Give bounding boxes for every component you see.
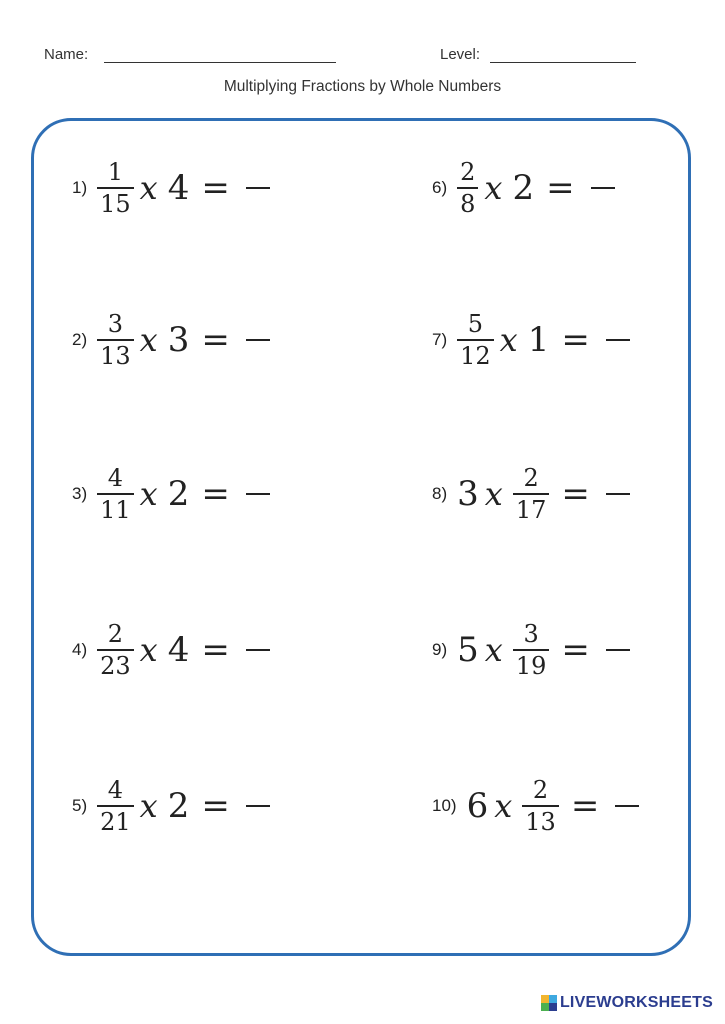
equals-symbol: =	[201, 320, 230, 360]
whole-number: 4	[167, 168, 190, 208]
numerator: 2	[523, 464, 539, 492]
problem-number: 8)	[432, 484, 448, 503]
times-symbol: x	[494, 787, 513, 825]
equals-symbol: =	[561, 320, 590, 360]
whole-number: 5	[457, 630, 479, 670]
fraction	[97, 466, 134, 522]
name-label: Name:	[44, 46, 89, 63]
problem-number: 10)	[432, 796, 457, 815]
whole-number: 3	[457, 474, 479, 514]
problem-3	[72, 466, 270, 522]
problem-1	[72, 160, 270, 216]
problem-7	[432, 312, 630, 368]
times-symbol: x	[139, 475, 158, 513]
equals-symbol: =	[201, 630, 230, 670]
problem-5	[72, 778, 270, 834]
answer-blank[interactable]	[246, 339, 270, 341]
answer-blank[interactable]	[615, 805, 639, 807]
problem-number: 4)	[72, 640, 88, 659]
answer-blank[interactable]	[606, 649, 630, 651]
whole-number: 2	[167, 474, 190, 514]
denominator: 21	[97, 805, 134, 834]
fraction	[97, 778, 134, 834]
times-symbol: x	[139, 169, 158, 207]
times-symbol: x	[484, 631, 503, 669]
times-symbol: x	[499, 321, 518, 359]
times-symbol: x	[139, 631, 158, 669]
fraction	[457, 160, 478, 216]
denominator: 13	[97, 339, 134, 368]
whole-number: 1	[527, 320, 550, 360]
equals-symbol: =	[546, 168, 575, 208]
problem-number: 6)	[432, 178, 448, 197]
fraction	[522, 778, 559, 834]
problem-2	[72, 312, 270, 368]
answer-blank[interactable]	[246, 805, 270, 807]
fraction	[97, 160, 134, 216]
liveworksheets-logo	[541, 994, 713, 1012]
fraction	[457, 312, 494, 368]
numerator: 2	[532, 776, 549, 804]
problem-number: 7)	[432, 330, 448, 349]
problem-number: 1)	[72, 178, 88, 197]
numerator: 2	[460, 158, 476, 186]
denominator: 8	[457, 187, 478, 216]
denominator: 17	[513, 493, 550, 522]
name-field[interactable]	[104, 62, 336, 63]
problem-9	[432, 622, 630, 678]
answer-blank[interactable]	[591, 187, 615, 189]
problem-number: 3)	[72, 484, 88, 503]
numerator: 3	[523, 620, 539, 648]
times-symbol: x	[139, 787, 158, 825]
fraction	[97, 312, 134, 368]
logo-icon	[541, 995, 557, 1011]
denominator: 12	[457, 339, 494, 368]
numerator: 1	[107, 158, 124, 186]
answer-blank[interactable]	[606, 493, 630, 495]
level-field[interactable]	[490, 62, 636, 63]
numerator: 4	[107, 464, 124, 492]
numerator: 3	[107, 310, 124, 338]
fraction	[513, 622, 550, 678]
denominator: 19	[513, 649, 550, 678]
problem-6	[432, 160, 615, 216]
problem-8	[432, 466, 630, 522]
whole-number: 3	[167, 320, 190, 360]
problem-number: 5)	[72, 796, 88, 815]
brand-text: LIVEWORKSHEETS	[559, 994, 713, 1011]
numerator: 4	[107, 776, 124, 804]
times-symbol: x	[484, 475, 503, 513]
fraction	[513, 466, 550, 522]
answer-blank[interactable]	[246, 649, 270, 651]
times-symbol: x	[484, 169, 503, 207]
worksheet-title: Multiplying Fractions by Whole Numbers	[223, 78, 502, 95]
equals-symbol: =	[561, 630, 590, 670]
answer-blank[interactable]	[246, 187, 270, 189]
equals-symbol: =	[201, 168, 230, 208]
whole-number: 2	[512, 168, 535, 208]
numerator: 5	[467, 310, 484, 338]
whole-number: 2	[167, 786, 190, 826]
equals-symbol: =	[561, 474, 590, 514]
denominator: 13	[522, 805, 559, 834]
denominator: 15	[97, 187, 134, 216]
equals-symbol: =	[201, 786, 230, 826]
level-label: Level:	[440, 46, 481, 63]
denominator: 23	[97, 649, 134, 678]
problem-10	[432, 778, 639, 834]
answer-blank[interactable]	[246, 493, 270, 495]
times-symbol: x	[139, 321, 158, 359]
whole-number: 6	[466, 786, 489, 826]
denominator: 11	[97, 493, 134, 522]
equals-symbol: =	[201, 474, 230, 514]
problem-4	[72, 622, 270, 678]
answer-blank[interactable]	[606, 339, 630, 341]
equals-symbol: =	[570, 786, 600, 826]
problem-number: 9)	[432, 640, 448, 659]
whole-number: 4	[167, 630, 190, 670]
numerator: 2	[107, 620, 124, 648]
fraction	[97, 622, 134, 678]
problem-number: 2)	[72, 330, 88, 349]
